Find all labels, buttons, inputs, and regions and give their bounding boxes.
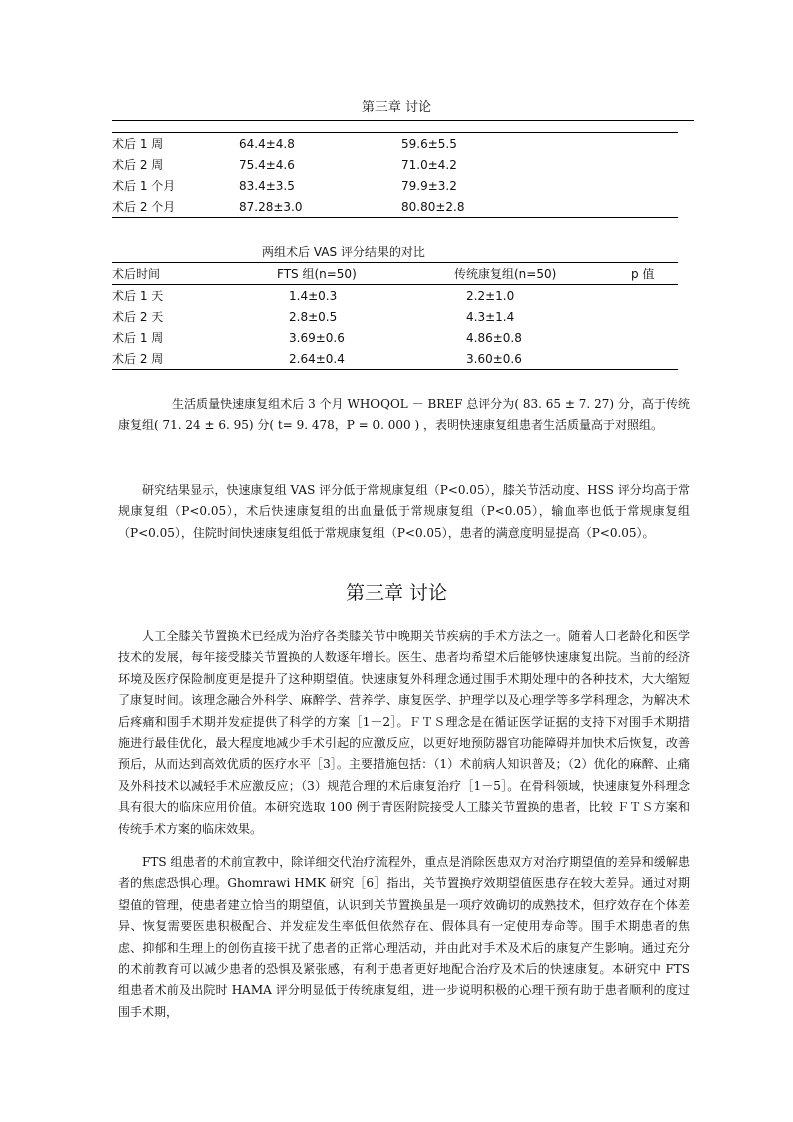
table-scores-continued (112, 132, 678, 218)
table-cell: 75.4±4.6 (239, 157, 295, 172)
paragraph-fts: FTS 组患者的术前宣教中，除详细交代治疗流程外，重点是消除医患双方对治疗期望值的差异和缓解患者的焦虑恐惧心理。Ghomrawi HMK 研究［6］指出，关节置换疗效期望值医患存在较大差异。通过对期望值的管理，使患者建立恰当的期望值，认识到关节置换虽是一项疗效确切的成熟技术，但疗效存在个体差异、恢复需要医患积极配合、并发症发生率低但依然存在、假体具有一定使用寿命等。围手术期患者的焦虑、抑郁和生理上的创伤直接干扰了患者的正常心理活动，并由此对手术及术后的康复产生影响。通过充分的术前教育可以减少患者的恐惧及紧张感，有利于患者更好地配合治疗及术后的快速康复。本研究中 FTS 组患者术前及出院时 HAMA 评分明显低于传统康复组，进一步说明积极的心理干预有助于患者顺利的度过围手术期， (118, 855, 690, 1019)
table-cell: 术后 1 天 (112, 289, 164, 303)
table-header-row (112, 263, 678, 285)
table-cell: 术后 2 天 (112, 310, 164, 324)
table-cell-empty (631, 327, 678, 348)
table-cell: 80.80±2.8 (401, 199, 465, 214)
table-cell: 3.60±0.6 (466, 351, 522, 366)
table-cell: 71.0±4.2 (401, 157, 457, 172)
table-row (112, 348, 678, 370)
table-cell-empty (631, 306, 678, 327)
table-cell-empty (631, 348, 678, 370)
table-cell: 3.69±0.6 (289, 330, 345, 345)
table-vas-caption: 两组术后 VAS 评分结果的对比 (262, 245, 425, 259)
col-header-p: p 值 (631, 263, 678, 285)
table-cell: 术后 2 周 (112, 158, 164, 172)
table-cell: 4.3±1.4 (466, 309, 515, 324)
table-cell: 1.4±0.3 (289, 288, 338, 303)
table-cell: 2.8±0.5 (289, 309, 338, 324)
table-row (112, 133, 678, 155)
table-row (112, 285, 678, 307)
paragraph-results: 研究结果显示，快速康复组 VAS 评分低于常规康复组（P<0.05），膝关节活动度、HSS 评分均高于常规康复组（P<0.05），术后快速康复组的出血量低于常规康复组（P<0.05），输血率也低于常规康复组（P<0.05），住院时间快速康复组低于常规康复组（P<0.05），患者的满意度明显提高（P<0.05）。 (118, 483, 690, 540)
table-cell: 87.28±3.0 (239, 199, 303, 214)
col-header-fts: FTS 组(n=50) (277, 263, 454, 285)
table-row (112, 306, 678, 327)
table-cell: 79.9±3.2 (401, 178, 457, 193)
chapter-title: 第三章 讨论 (345, 582, 448, 604)
col-header-time: 术后时间 (112, 263, 277, 285)
paragraph-quality-of-life: 生活质量快速康复组术后 3 个月 WHOQOL － BREF 总评分为( 83. 65 ± 7. 27) 分，高于传统康复组( 71. 24 ± 6. 95) 分( t= 9. 478，P = 0. 000 ) ，表明快速康复组患者生活质量高于对照组。 (118, 397, 690, 433)
paragraph-intro: 人工全膝关节置换术已经成为治疗各类膝关节中晚期关节疾病的手术方法之一。随着人口老龄化和医学技术的发展，每年接受膝关节置换的人数逐年增长。医生、患者均希望术后能够快速康复出院。当前的经济环境及医疗保险制度更是提升了这种期望值。快速康复外科理念通过围手术期处理中的各种技术，大大缩短了康复时间。该理念融合外科学、麻醉学、营养学、康复医学、护理学以及心理学等多学科理念，为解决术后疼痛和围手术期并发症提供了科学的方案［1－2］。ＦＴＳ理念是在循证医学证据的支持下对围手术期措施进行最佳优化，最大程度地减少手术引起的应激反应，以更好地预防器官功能障碍并加快术后恢复，改善预后，从而达到高效优质的医疗水平［3］。主要措施包括：（1）术前病人知识普及；（2）优化的麻醉、止痛及外科技术以减轻手术应激反应；（3）规范合理的术后康复治疗［1－5］。在骨科领域，快速康复外科理念具有很大的临床应用价值。本研究选取 100 例于青医附院接受人工膝关节置换的患者，比较 ＦＴＳ方案和传统手术方案的临床效果。 (118, 629, 690, 836)
table-cell-empty (631, 285, 678, 307)
header-rule (112, 120, 694, 121)
table-row (112, 175, 678, 196)
table-cell: 59.6±5.5 (401, 136, 457, 151)
table-cell: 64.4±4.8 (239, 136, 295, 151)
table-cell: 术后 2 周 (112, 352, 164, 366)
table-cell: 2.64±0.4 (289, 351, 345, 366)
table-cell: 术后 1 周 (112, 331, 164, 345)
table-row (112, 327, 678, 348)
table-cell: 术后 2 个月 (112, 200, 176, 214)
table-vas (112, 262, 678, 370)
running-header: 第三章 讨论 (361, 100, 432, 115)
table-cell: 4.86±0.8 (466, 330, 522, 345)
table-cell-empty (541, 154, 678, 175)
table-cell-empty (541, 196, 678, 218)
table-cell: 83.4±3.5 (239, 178, 295, 193)
table-cell-empty (541, 133, 678, 155)
table-cell-empty (541, 175, 678, 196)
col-header-traditional: 传统康复组(n=50) (454, 263, 631, 285)
table-row (112, 154, 678, 175)
table-cell: 2.2±1.0 (466, 288, 515, 303)
table-row (112, 196, 678, 218)
table-cell: 术后 1 周 (112, 137, 164, 151)
table-cell: 术后 1 个月 (112, 179, 176, 193)
